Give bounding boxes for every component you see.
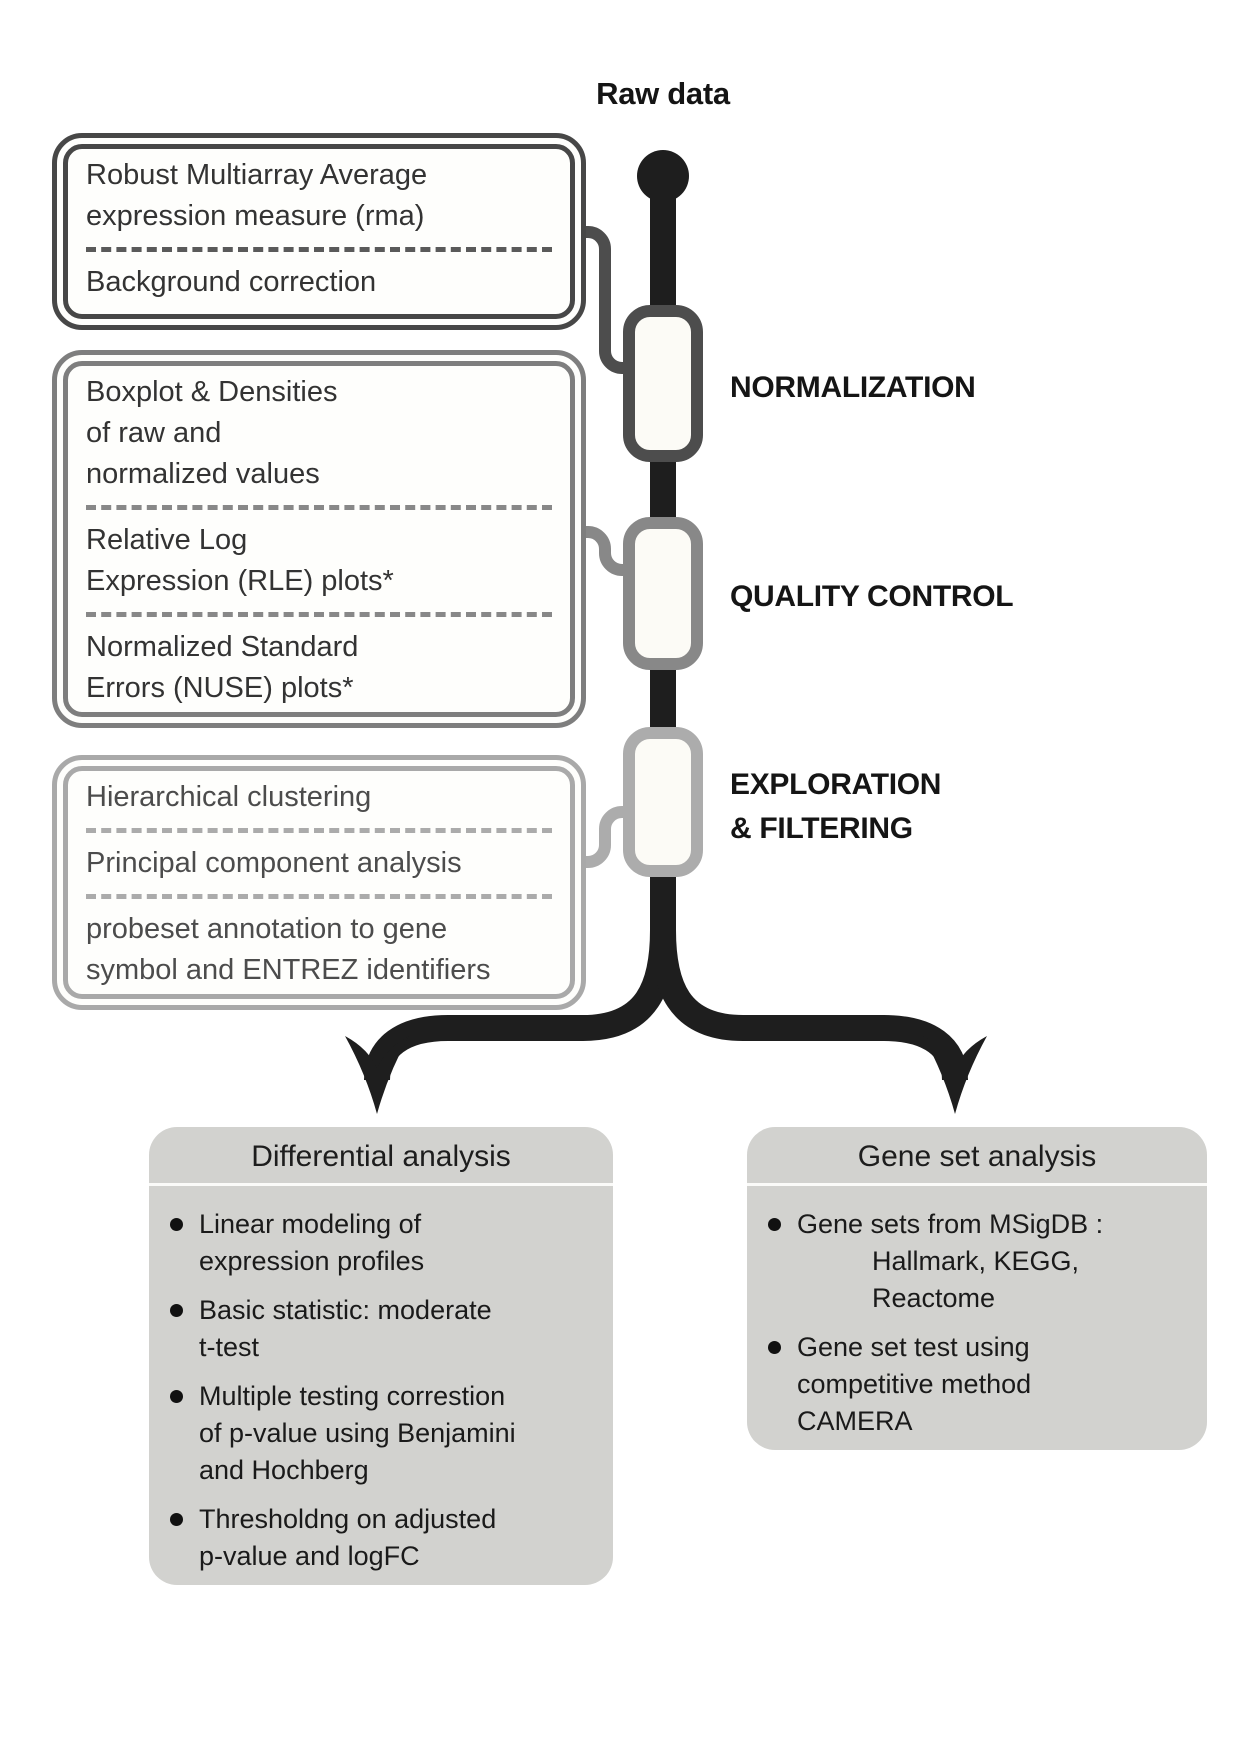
bullet-line: expression profiles <box>199 1246 425 1276</box>
bullet-line: Hallmark, KEGG, <box>872 1246 1080 1276</box>
result-box-body <box>149 1186 613 1575</box>
step-box-quality-control <box>52 350 586 728</box>
bullet-item <box>149 1292 603 1366</box>
node-exploration-filtering <box>623 727 703 877</box>
step-line: Boxplot & Densities <box>86 376 338 408</box>
raw-data-label: Raw data <box>596 76 730 111</box>
step-line: Background correction <box>86 266 377 298</box>
gene-set-analysis-box <box>747 1127 1207 1450</box>
dashed-divider <box>86 828 552 833</box>
step-line: symbol and ENTREZ identifiers <box>86 954 491 986</box>
step-line: Relative Log <box>86 524 248 556</box>
stage-label-quality-control: QUALITY CONTROL <box>730 580 1014 613</box>
box-section <box>86 520 556 602</box>
bullet-line: Multiple testing correstion <box>199 1381 506 1411</box>
step-line: normalized values <box>86 458 320 490</box>
bullet-line: t-test <box>199 1332 260 1362</box>
stage-label-line: & FILTERING <box>730 812 913 845</box>
step-line: Robust Multiarray Average <box>86 159 428 191</box>
bullet-line: and Hochberg <box>199 1455 369 1485</box>
step-line: Expression (RLE) plots* <box>86 565 394 597</box>
dashed-divider <box>86 247 552 252</box>
bullet-item <box>149 1501 603 1575</box>
box-section <box>86 155 556 237</box>
bullet-line: competitive method <box>797 1369 1032 1399</box>
step-line: Principal component analysis <box>86 847 462 879</box>
result-box-title: Differential analysis <box>149 1127 613 1186</box>
bullet-line: Thresholdng on adjusted <box>199 1504 497 1534</box>
bullet-line: CAMERA <box>797 1406 913 1436</box>
result-box-body <box>747 1186 1207 1440</box>
step-line: probeset annotation to gene <box>86 913 448 945</box>
dashed-divider <box>86 505 552 510</box>
bullet-item <box>149 1206 603 1280</box>
box-section <box>86 777 556 818</box>
step-line: of raw and <box>86 417 222 449</box>
bullet-line: Basic statistic: moderate <box>199 1295 492 1325</box>
box-section <box>86 262 556 303</box>
box-section <box>86 909 556 991</box>
bullet-line: of p-value using Benjamini <box>199 1418 516 1448</box>
step-line: expression measure (rma) <box>86 200 425 232</box>
stage-label-line: EXPLORATION <box>730 768 942 801</box>
bullet-line: Reactome <box>872 1283 996 1313</box>
bullet-item <box>149 1378 603 1489</box>
bullet-line: Linear modeling of <box>199 1209 422 1239</box>
node-normalization <box>623 305 703 462</box>
step-line: Normalized Standard <box>86 631 359 663</box>
step-line: Hierarchical clustering <box>86 781 372 813</box>
dashed-divider <box>86 612 552 617</box>
stage-label-normalization: NORMALIZATION <box>730 371 976 404</box>
bullet-item <box>747 1206 1197 1317</box>
result-box-title: Gene set analysis <box>747 1127 1207 1186</box>
bullet-line: p-value and logFC <box>199 1541 420 1571</box>
stage-label-exploration-filtering <box>730 763 941 851</box>
differential-analysis-box <box>149 1127 613 1585</box>
box-section <box>86 372 556 495</box>
box-section <box>86 843 556 884</box>
step-box-normalization <box>52 133 586 330</box>
bullet-item <box>747 1329 1197 1440</box>
step-line: Errors (NUSE) plots* <box>86 672 354 704</box>
fork-right-branch <box>663 930 955 1080</box>
bullet-line: Gene sets from MSigDB : <box>797 1209 1104 1239</box>
bullet-line: Gene set test using <box>797 1332 1030 1362</box>
box-section <box>86 627 556 709</box>
node-quality-control <box>623 517 703 670</box>
dashed-divider <box>86 894 552 899</box>
step-box-exploration-filtering <box>52 755 586 1010</box>
